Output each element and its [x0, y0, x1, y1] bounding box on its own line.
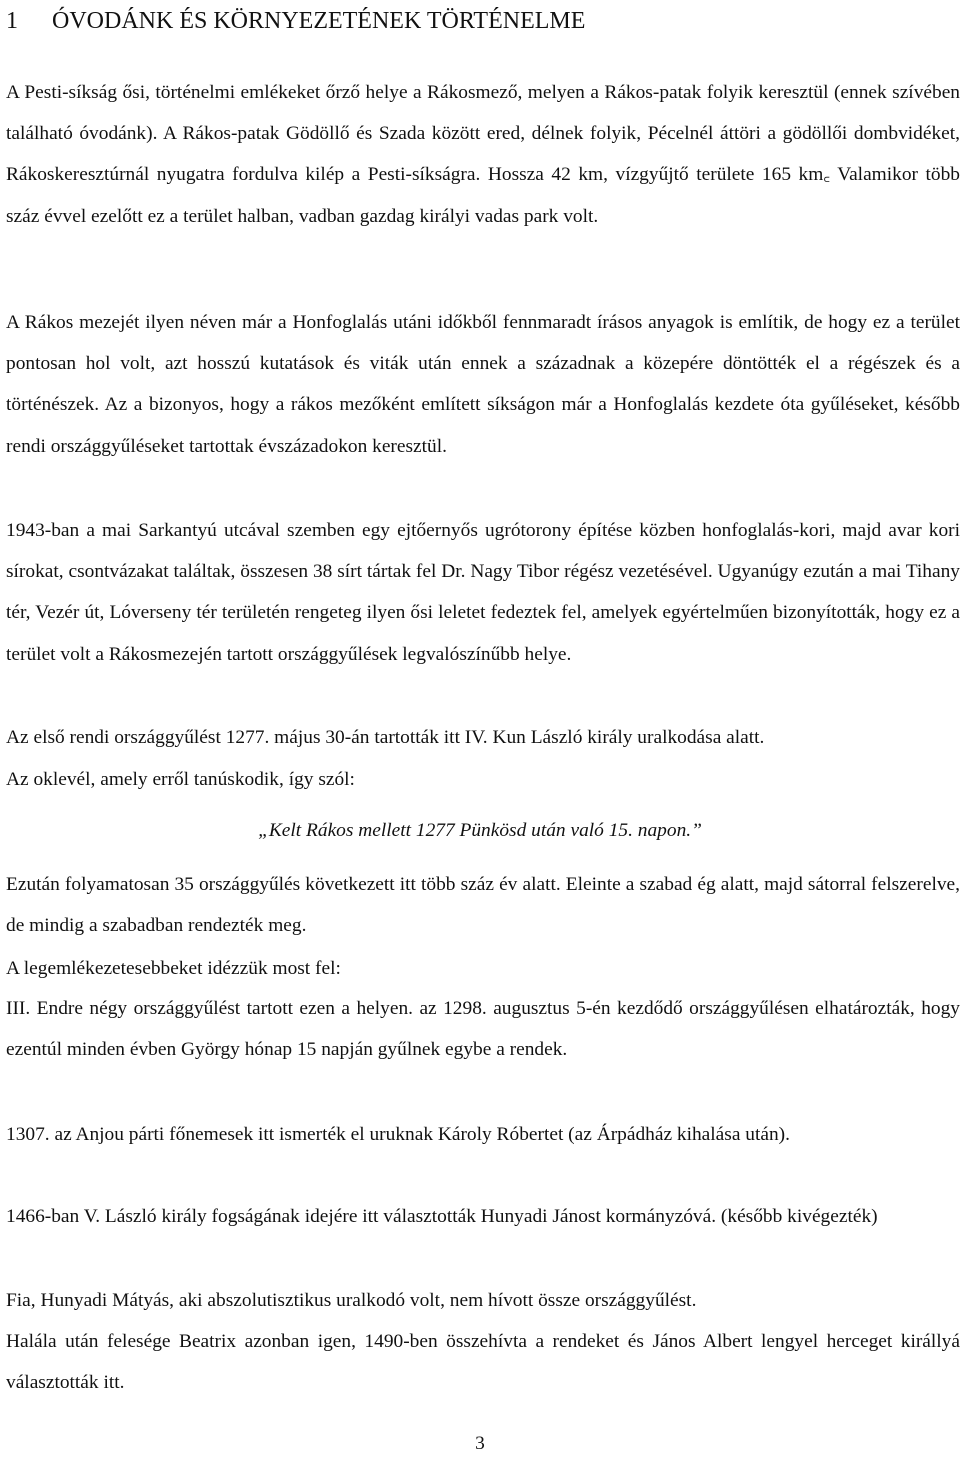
paragraph-1466: 1466-ban V. László király fogságának idejére itt választották Hunyadi Jánost kormányzóvá. (később kivégezték) [6, 1206, 878, 1227]
paragraph-beatrix: Halála után felesége Beatrix azonban igen, 1490-ben összehívta a rendeket és János Albert lengyel herceget királlyá választották itt. [6, 1331, 960, 1394]
paragraph-1943: 1943-ban a mai Sarkantyú utcával szemben egy ejtőernyős ugrótorony építése közben honfoglalás-kori, majd avar kori sírokat, csontvázakat találtak, összesen 38 sírt tártak fel Dr. Nagy Tibor régész vezetésével. Ugyanúgy ezután a mai Tihany tér, Vezér út, Lóverseny tér területén rengeteg ilyen ősi leletet fedeztek fel, amelyek egyértelműen bizonyították, hogy ez a terület volt a Rákosmezején tartott országgyűlések legvalószínűbb helye. [6, 520, 960, 665]
quote-oklevel: „Kelt Rákos mellett 1277 Pünkösd után való 15. napon.” [258, 820, 702, 841]
chapter-heading [6, 4, 585, 38]
page-number: 3 [475, 1433, 485, 1454]
paragraph-oklevel: Az oklevél, amely erről tanúskodik, így szól: [6, 769, 355, 790]
chapter-title: ÓVODÁNK ÉS KÖRNYEZETÉNEK TÖRTÉNELME [52, 8, 586, 34]
paragraph-pesti-siksag: A Pesti-síkság ősi, történelmi emlékeket őrző helye a Rákosmező, melyen a Rákos-patak folyik keresztül (ennek szívében található óvodánk). A Rákos-patak Gödöllő és Szada között ered, délnek folyik, Pécelnél áttöri a gödöllői dombvidéket, Rákoskeresztúrnál nyugatra fordulva kilép a Pesti-síkságra. Hossza 42 km, vízgyűjtő területe 165 km꜀ Valamikor több száz évvel ezelőtt ez a terület halban, vadban gazdag királyi vadas park volt. [6, 82, 960, 227]
paragraph-hunyadi-matyas: Fia, Hunyadi Mátyás, aki abszolutisztikus uralkodó volt, nem hívott össze országgyűlést. [6, 1290, 697, 1311]
paragraph-elso-orszaggyules: Az első rendi országgyűlést 1277. május 30-án tartották itt IV. Kun László király uralkodása alatt. [6, 727, 765, 748]
chapter-number: 1 [6, 8, 18, 34]
paragraph-ezutan: Ezután folyamatosan 35 országgyűlés következett itt több száz év alatt. Eleinte a szabad ég alatt, majd sátorral felszerelve, de mindig a szabadban rendezték meg. [6, 874, 960, 937]
paragraph-iii-endre: III. Endre négy országgyűlést tartott ezen a helyen. az 1298. augusztus 5-én kezdődő országgyűlésen elhatározták, hogy ezentúl minden évben György hónap 15 napján gyűlnek egybe a rendek. [6, 998, 960, 1061]
paragraph-1307: 1307. az Anjou párti főnemesek itt ismerték el uruknak Károly Róbertet (az Árpádház kihalása után). [6, 1124, 790, 1145]
paragraph-rakos-mezeje: A Rákos mezejét ilyen néven már a Honfoglalás utáni időkből fennmaradt írásos anyagok is említik, de hogy ez a terület pontosan hol volt, azt hosszú kutatások és viták után ennek a századnak a közepére döntötték el a régészek és a történészek. Az a bizonyos, hogy a rákos mezőként említett síkságon már a Honfoglalás kezdete óta gyűléseket, később rendi országgyűléseket tartottak évszázadokon keresztül. [6, 312, 960, 457]
paragraph-legemlekezetesebbek: A legemlékezetesebbeket idézzük most fel: [6, 958, 341, 979]
